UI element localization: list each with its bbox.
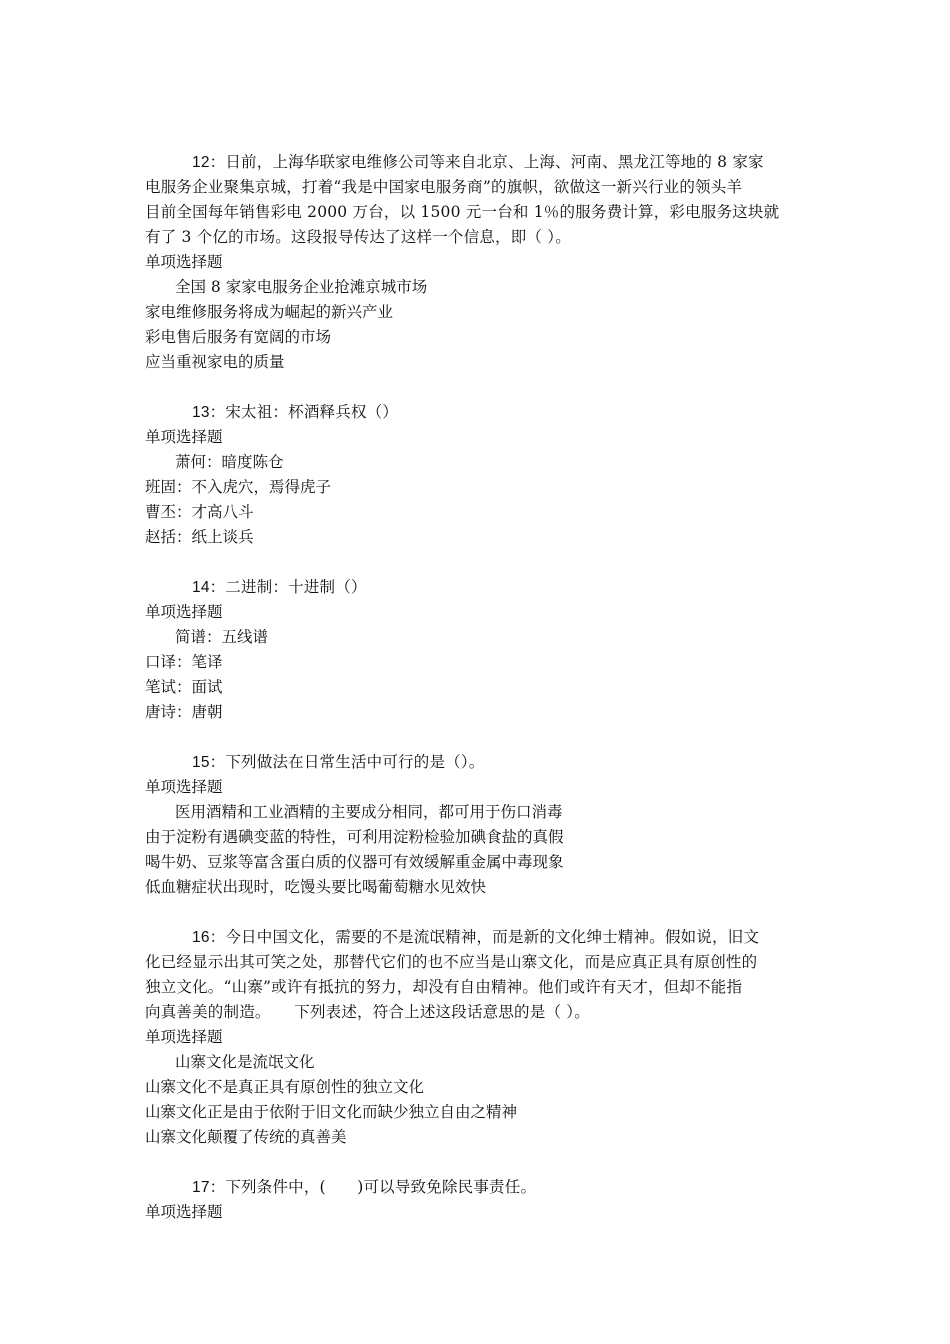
option-d[interactable]: 山寨文化颠覆了传统的真善美 <box>145 1128 347 1146</box>
option-b[interactable]: 家电维修服务将成为崛起的新兴产业 <box>145 303 394 321</box>
option-b[interactable]: 由于淀粉有遇碘变蓝的特性，可利用淀粉检验加碘食盐的真假 <box>145 828 564 846</box>
question-number: 16： <box>192 929 226 946</box>
question-stem-line: 目前全国每年销售彩电 2000 万台，以 1500 元一台和 1％的服务费计算，彩电服务这块就 <box>145 203 780 221</box>
option-c[interactable]: 山寨文化正是由于依附于旧文化而缺少独立自由之精神 <box>145 1103 518 1121</box>
question-13 <box>145 400 810 550</box>
question-stem-line: 13：宋太祖：杯酒释兵权（） <box>192 403 399 421</box>
question-stem-line: 16：今日中国文化，需要的不是流氓精神，而是新的文化绅士精神。假如说，旧文 <box>192 928 760 946</box>
question-16 <box>145 925 810 1150</box>
question-stem-line: 15：下列做法在日常生活中可行的是（）。 <box>192 753 485 771</box>
question-type-label: 单项选择题 <box>145 1028 223 1046</box>
question-stem-line: 电服务企业聚集京城，打着“我是中国家电服务商”的旗帜，欲做这一新兴行业的领头羊 <box>145 178 743 196</box>
question-number: 12： <box>192 154 226 171</box>
option-c[interactable]: 笔试：面试 <box>145 678 223 696</box>
question-type-label: 单项选择题 <box>145 1203 223 1221</box>
question-stem-line: 有了 3 个亿的市场。这段报导传达了这样一个信息，即（ ）。 <box>145 228 571 246</box>
document-page <box>145 150 810 1250</box>
option-b[interactable]: 口译：笔译 <box>145 653 223 671</box>
option-a[interactable]: 医用酒精和工业酒精的主要成分相同，都可用于伤口消毒 <box>175 803 563 821</box>
question-stem-line: 12：日前，上海华联家电维修公司等来自北京、上海、河南、黑龙江等地的 8 家家 <box>192 153 764 171</box>
question-type-label: 单项选择题 <box>145 428 223 446</box>
option-c[interactable]: 彩电售后服务有宽阔的市场 <box>145 328 332 346</box>
question-12 <box>145 150 810 375</box>
question-type-label: 单项选择题 <box>145 603 223 621</box>
option-d[interactable]: 赵括：纸上谈兵 <box>145 528 254 546</box>
question-stem-line: 14：二进制：十进制（） <box>192 578 367 596</box>
option-c[interactable]: 曹丕：才高八斗 <box>145 503 254 521</box>
option-c[interactable]: 喝牛奶、豆浆等富含蛋白质的仪器可有效缓解重金属中毒现象 <box>145 853 564 871</box>
question-number: 13： <box>192 404 226 421</box>
question-stem-line: 17：下列条件中，( )可以导致免除民事责任。 <box>192 1178 537 1196</box>
question-15 <box>145 750 810 900</box>
option-b[interactable]: 班固：不入虎穴，焉得虎子 <box>145 478 332 496</box>
question-stem-line: 独立文化。“山寨”或许有抵抗的努力，却没有自由精神。他们或许有天才，但却不能指 <box>145 978 743 996</box>
question-number: 14： <box>192 579 226 596</box>
option-a[interactable]: 山寨文化是流氓文化 <box>175 1053 315 1071</box>
option-a[interactable]: 简谱：五线谱 <box>175 628 269 646</box>
option-d[interactable]: 唐诗：唐朝 <box>145 703 223 721</box>
question-number: 17： <box>192 1179 226 1196</box>
question-stem-line: 化已经显示出其可笑之处，那替代它们的也不应当是山寨文化，而是应真正具有原创性的 <box>145 953 758 971</box>
option-a[interactable]: 萧何：暗度陈仓 <box>175 453 284 471</box>
question-17 <box>145 1175 810 1225</box>
question-14 <box>145 575 810 725</box>
question-type-label: 单项选择题 <box>145 253 223 271</box>
question-stem-line: 向真善美的制造。 下列表述，符合上述这段话意思的是（ ）。 <box>145 1003 590 1021</box>
option-d[interactable]: 低血糖症状出现时，吃馒头要比喝葡萄糖水见效快 <box>145 878 487 896</box>
question-type-label: 单项选择题 <box>145 778 223 796</box>
question-number: 15： <box>192 754 226 771</box>
option-b[interactable]: 山寨文化不是真正具有原创性的独立文化 <box>145 1078 425 1096</box>
option-d[interactable]: 应当重视家电的质量 <box>145 353 285 371</box>
option-a[interactable]: 全国 8 家家电服务企业抢滩京城市场 <box>175 278 428 296</box>
